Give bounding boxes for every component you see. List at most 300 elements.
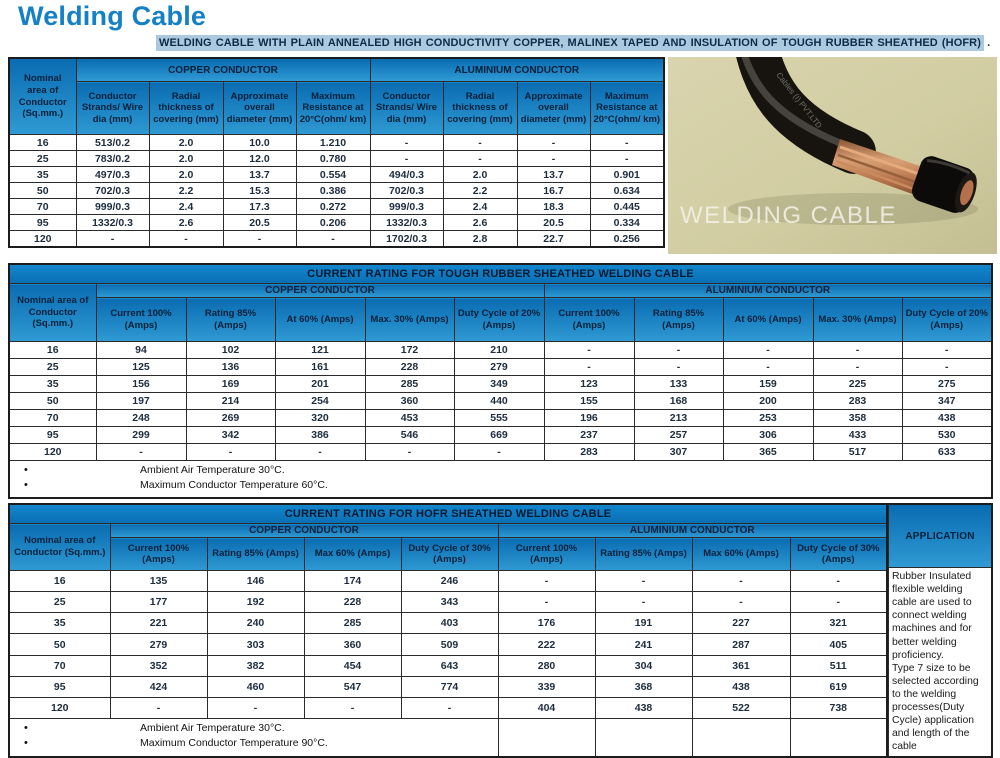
table-cell: 1332/0.3 — [370, 215, 443, 231]
table-cell: - — [296, 231, 370, 248]
col-header-rating85-al: Rating 85% (Amps) — [595, 538, 692, 571]
table-row — [9, 676, 887, 697]
aluminium-conductor-group-header: ALUMINIUM CONDUCTOR — [544, 284, 992, 298]
table-cell: 15.3 — [223, 183, 296, 199]
table-cell: 619 — [790, 676, 887, 697]
table-title-row — [9, 504, 887, 524]
table-cell: 13.7 — [223, 167, 296, 183]
table-cell: - — [207, 697, 304, 718]
col-header-resistance-cu: Maximum Resistance at 20°C(ohm/ km) — [296, 82, 370, 135]
col-header-duty20-al: Duty Cycle of 20% (Amps) — [902, 298, 992, 342]
table-cell: 246 — [401, 571, 498, 592]
table-cell: 287 — [692, 634, 790, 655]
table-cell: - — [595, 571, 692, 592]
table-cell: - — [443, 151, 517, 167]
table-cell: 0.334 — [590, 215, 664, 231]
table-cell: 120 — [9, 697, 110, 718]
table-cell: 2.0 — [149, 167, 223, 183]
table-cell: 94 — [96, 342, 186, 359]
table-cell: - — [223, 231, 296, 248]
table-cell: 146 — [207, 571, 304, 592]
note-item: • Maximum Conductor Temperature 60°C. — [10, 478, 991, 493]
table-cell: 25 — [9, 151, 76, 167]
table-cell: 201 — [275, 376, 365, 393]
col-header-radial-al: Radial thickness of covering (mm) — [443, 82, 517, 135]
table-cell: 438 — [692, 676, 790, 697]
table-cell: 241 — [595, 634, 692, 655]
table-cell: 168 — [634, 393, 723, 410]
table-cell: 509 — [401, 634, 498, 655]
table-cell: 511 — [790, 655, 887, 676]
table-cell: 136 — [186, 359, 275, 376]
group-header-row — [9, 58, 664, 82]
table-cell: 0.634 — [590, 183, 664, 199]
col-header-current100-cu: Current 100% (Amps) — [110, 538, 207, 571]
table-cell: 2.4 — [149, 199, 223, 215]
col-header-rating85-al: Rating 85% (Amps) — [634, 298, 723, 342]
table-cell: - — [401, 697, 498, 718]
table-cell: 95 — [9, 676, 110, 697]
table-cell: 70 — [9, 410, 96, 427]
application-header: APPLICATION — [889, 505, 991, 568]
table-cell: 133 — [634, 376, 723, 393]
cable-print-text: Cables (I) PVT.LTD — [774, 70, 824, 131]
table-cell: - — [275, 444, 365, 461]
column-header-row — [9, 538, 887, 571]
table-cell: 0.386 — [296, 183, 370, 199]
table-cell: 320 — [275, 410, 365, 427]
table-cell: 240 — [207, 613, 304, 634]
table-cell: - — [186, 444, 275, 461]
table-cell: 135 — [110, 571, 207, 592]
table-cell: 0.780 — [296, 151, 370, 167]
table-cell: 35 — [9, 376, 96, 393]
table-cell: - — [813, 342, 902, 359]
table-cell: 285 — [304, 613, 401, 634]
table-cell: - — [813, 359, 902, 376]
table-cell: 306 — [723, 427, 813, 444]
table-cell: 174 — [304, 571, 401, 592]
note-item: • Ambient Air Temperature 30°C. — [10, 463, 991, 478]
table-cell: 702/0.3 — [370, 183, 443, 199]
table-cell: 405 — [790, 634, 887, 655]
table-cell: 16 — [9, 342, 96, 359]
table-cell: - — [517, 135, 590, 151]
table-cell: 159 — [723, 376, 813, 393]
table-cell: 2.0 — [149, 151, 223, 167]
col-header-rating85-cu: Rating 85% (Amps) — [186, 298, 275, 342]
table-cell: 555 — [454, 410, 544, 427]
notes-cell — [9, 461, 992, 499]
notes-list — [10, 721, 498, 751]
copper-conductor-group-header: COPPER CONDUCTOR — [76, 58, 370, 82]
table-cell: 546 — [365, 427, 454, 444]
table-cell: - — [443, 135, 517, 151]
table-row — [9, 592, 887, 613]
table-cell: 352 — [110, 655, 207, 676]
table-row — [9, 427, 992, 444]
table-row — [9, 376, 992, 393]
table-cell: 522 — [692, 697, 790, 718]
table-row — [9, 634, 887, 655]
table-row — [9, 444, 992, 461]
table-cell: 213 — [634, 410, 723, 427]
table-cell: 633 — [902, 444, 992, 461]
table-title-row — [9, 264, 992, 284]
subtitle — [156, 35, 992, 51]
table-cell: - — [790, 571, 887, 592]
table-cell: 1332/0.3 — [76, 215, 149, 231]
trs-table-title: CURRENT RATING FOR TOUGH RUBBER SHEATHED WELDING CABLE — [9, 264, 992, 284]
col-header-current100-al: Current 100% (Amps) — [498, 538, 595, 571]
table-cell: - — [902, 342, 992, 359]
table-cell: - — [498, 571, 595, 592]
spec-table-body — [9, 135, 664, 248]
table-cell: 361 — [692, 655, 790, 676]
table-cell: 0.272 — [296, 199, 370, 215]
table-cell: 299 — [96, 427, 186, 444]
table-cell: 738 — [790, 697, 887, 718]
table-cell: - — [595, 592, 692, 613]
table-cell: 0.256 — [590, 231, 664, 248]
table-row — [9, 697, 887, 718]
table-cell: 50 — [9, 393, 96, 410]
table-cell: 120 — [9, 444, 96, 461]
table-cell: 225 — [813, 376, 902, 393]
table-cell: - — [149, 231, 223, 248]
table-cell: 25 — [9, 359, 96, 376]
table-cell: 156 — [96, 376, 186, 393]
column-header-row — [9, 298, 992, 342]
table-row — [9, 393, 992, 410]
table-cell: 0.206 — [296, 215, 370, 231]
hofr-section — [8, 503, 993, 758]
table-cell: 2.2 — [149, 183, 223, 199]
notes-cell — [9, 719, 498, 757]
table-cell: - — [723, 359, 813, 376]
table-cell: - — [365, 444, 454, 461]
table-cell: 0.554 — [296, 167, 370, 183]
application-paragraph: Rubber Insulated flexible welding cable are used to connect welding machines and for better welding proficiency. — [892, 571, 972, 661]
table-cell: 404 — [498, 697, 595, 718]
table-cell: 95 — [9, 427, 96, 444]
table-cell: 279 — [454, 359, 544, 376]
table-cell: 360 — [365, 393, 454, 410]
table-cell: - — [634, 359, 723, 376]
table-cell: 440 — [454, 393, 544, 410]
table-cell: 192 — [207, 592, 304, 613]
table-cell: 16 — [9, 571, 110, 592]
table-cell: 210 — [454, 342, 544, 359]
col-header-max60-cu: Max 60% (Amps) — [304, 538, 401, 571]
table-cell: 50 — [9, 183, 76, 199]
table-cell: - — [723, 342, 813, 359]
table-cell: 10.0 — [223, 135, 296, 151]
col-header-strands-al: Conductor Strands/ Wire dia (mm) — [370, 82, 443, 135]
table-cell: 513/0.2 — [76, 135, 149, 151]
table-cell: - — [590, 135, 664, 151]
table-row — [9, 231, 664, 248]
nominal-area-header: Nominal area of Conductor (Sq.mm.) — [9, 524, 110, 571]
table-row — [9, 167, 664, 183]
table-cell: 517 — [813, 444, 902, 461]
col-header-current100-al: Current 100% (Amps) — [544, 298, 634, 342]
table-cell: 0.901 — [590, 167, 664, 183]
table-cell: 494/0.3 — [370, 167, 443, 183]
col-header-diameter-cu: Approximate overall diameter (mm) — [223, 82, 296, 135]
table-cell: 424 — [110, 676, 207, 697]
empty-cell — [790, 719, 887, 757]
application-text — [889, 568, 991, 756]
table-cell: 269 — [186, 410, 275, 427]
table-cell: 283 — [544, 444, 634, 461]
table-cell: 368 — [595, 676, 692, 697]
col-header-duty20-cu: Duty Cycle of 20% (Amps) — [454, 298, 544, 342]
table-cell: 2.2 — [443, 183, 517, 199]
table-cell: 172 — [365, 342, 454, 359]
photo-label: WELDING CABLE — [680, 202, 897, 229]
table-cell: 460 — [207, 676, 304, 697]
note-item: • Maximum Conductor Temperature 90°C. — [10, 736, 498, 751]
table-row — [9, 571, 887, 592]
column-header-row — [9, 82, 664, 135]
table-cell: 999/0.3 — [76, 199, 149, 215]
table-cell: 169 — [186, 376, 275, 393]
table-cell: 438 — [595, 697, 692, 718]
table-cell: 125 — [96, 359, 186, 376]
notes-list — [10, 463, 991, 493]
table-cell: 2.6 — [443, 215, 517, 231]
table-cell: 254 — [275, 393, 365, 410]
current-rating-trs-table — [8, 263, 993, 499]
table-cell: 121 — [275, 342, 365, 359]
table-cell: 304 — [595, 655, 692, 676]
current-rating-hofr-table — [8, 503, 888, 758]
table-row — [9, 199, 664, 215]
table-cell: 221 — [110, 613, 207, 634]
table-cell: 403 — [401, 613, 498, 634]
table-cell: 349 — [454, 376, 544, 393]
table-cell: - — [370, 151, 443, 167]
table-cell: 102 — [186, 342, 275, 359]
table-cell: 120 — [9, 231, 76, 248]
table-cell: 280 — [498, 655, 595, 676]
table-cell: 365 — [723, 444, 813, 461]
table-cell: 453 — [365, 410, 454, 427]
table-cell: 70 — [9, 655, 110, 676]
table-row — [9, 342, 992, 359]
table-cell: 669 — [454, 427, 544, 444]
col-header-strands-cu: Conductor Strands/ Wire dia (mm) — [76, 82, 149, 135]
table-cell: 253 — [723, 410, 813, 427]
aluminium-conductor-group-header: ALUMINIUM CONDUCTOR — [498, 524, 887, 538]
table-cell: 12.0 — [223, 151, 296, 167]
table-cell: 339 — [498, 676, 595, 697]
application-paragraph: Type 7 size to be selected according to the welding processes(Duty Cycle) application and length of the cable — [892, 662, 979, 753]
table-cell: 248 — [96, 410, 186, 427]
col-header-duty30-cu: Duty Cycle of 30% (Amps) — [401, 538, 498, 571]
col-header-current100-cu: Current 100% (Amps) — [96, 298, 186, 342]
trs-table-body — [9, 342, 992, 461]
table-cell: 25 — [9, 592, 110, 613]
table-cell: 342 — [186, 427, 275, 444]
empty-cell — [498, 719, 595, 757]
table-cell: - — [517, 151, 590, 167]
table-cell: 386 — [275, 427, 365, 444]
nominal-area-header: Nominal area of Conductor (Sq.mm.) — [9, 284, 96, 342]
table-cell: 279 — [110, 634, 207, 655]
table-cell: 643 — [401, 655, 498, 676]
table-cell: 176 — [498, 613, 595, 634]
table-cell: 18.3 — [517, 199, 590, 215]
table-cell: 497/0.3 — [76, 167, 149, 183]
col-header-duty30-al: Duty Cycle of 30% (Amps) — [790, 538, 887, 571]
table-cell: 22.7 — [517, 231, 590, 248]
table-notes-row — [9, 719, 887, 757]
table-cell: 35 — [9, 613, 110, 634]
table-cell: - — [790, 592, 887, 613]
table-cell: 95 — [9, 215, 76, 231]
copper-conductor-group-header: COPPER CONDUCTOR — [110, 524, 498, 538]
table-cell: 177 — [110, 592, 207, 613]
table-cell: 161 — [275, 359, 365, 376]
application-column — [888, 503, 993, 758]
subtitle-period: . — [987, 37, 991, 49]
table-cell: 17.3 — [223, 199, 296, 215]
table-cell: 2.0 — [149, 135, 223, 151]
table-cell: 454 — [304, 655, 401, 676]
table-cell: 70 — [9, 199, 76, 215]
table-cell: - — [370, 135, 443, 151]
table-cell: 307 — [634, 444, 723, 461]
table-cell: 999/0.3 — [370, 199, 443, 215]
table-cell: - — [304, 697, 401, 718]
table-cell: 35 — [9, 167, 76, 183]
spec-table — [8, 57, 665, 248]
table-cell: 50 — [9, 634, 110, 655]
table-cell: 2.8 — [443, 231, 517, 248]
table-cell: 783/0.2 — [76, 151, 149, 167]
table-row — [9, 613, 887, 634]
table-cell: 702/0.3 — [76, 183, 149, 199]
col-header-rating85-cu: Rating 85% (Amps) — [207, 538, 304, 571]
table-cell: 2.0 — [443, 167, 517, 183]
empty-cell — [692, 719, 790, 757]
table-cell: - — [634, 342, 723, 359]
table-notes-row — [9, 461, 992, 499]
copper-conductor-group-header: COPPER CONDUCTOR — [96, 284, 544, 298]
table-row — [9, 655, 887, 676]
subtitle-text: WELDING CABLE WITH PLAIN ANNEALED HIGH CONDUCTIVITY COPPER, MALINEX TAPED AND INSULATION OF TOUGH RUBBER SHEATHED (HOFR) — [156, 35, 984, 51]
col-header-resistance-al: Maximum Resistance at 20°C(ohm/ km) — [590, 82, 664, 135]
table-row — [9, 215, 664, 231]
welding-cable-photo — [668, 57, 997, 254]
table-cell: 196 — [544, 410, 634, 427]
table-cell: 155 — [544, 393, 634, 410]
table-cell: 20.5 — [223, 215, 296, 231]
col-header-max60-al: Max 60% (Amps) — [692, 538, 790, 571]
col-header-max30-cu: Max. 30% (Amps) — [365, 298, 454, 342]
table-cell: - — [110, 697, 207, 718]
table-cell: 283 — [813, 393, 902, 410]
table-cell: - — [76, 231, 149, 248]
table-cell: 358 — [813, 410, 902, 427]
nominal-area-header: Nominal area of Conductor (Sq.mm.) — [9, 58, 76, 135]
group-header-row — [9, 284, 992, 298]
table-cell: 303 — [207, 634, 304, 655]
table-cell: 382 — [207, 655, 304, 676]
col-header-at60-al: At 60% (Amps) — [723, 298, 813, 342]
table-cell: 1.210 — [296, 135, 370, 151]
table-cell: - — [590, 151, 664, 167]
table-cell: 257 — [634, 427, 723, 444]
table-cell: 227 — [692, 613, 790, 634]
table-cell: 123 — [544, 376, 634, 393]
table-row — [9, 135, 664, 151]
table-cell: 16.7 — [517, 183, 590, 199]
aluminium-conductor-group-header: ALUMINIUM CONDUCTOR — [370, 58, 664, 82]
table-cell: 343 — [401, 592, 498, 613]
table-row — [9, 410, 992, 427]
col-header-max30-al: Max. 30% (Amps) — [813, 298, 902, 342]
table-cell: 347 — [902, 393, 992, 410]
table-cell: - — [96, 444, 186, 461]
col-header-at60-cu: At 60% (Amps) — [275, 298, 365, 342]
table-cell: - — [544, 342, 634, 359]
table-cell: 0.445 — [590, 199, 664, 215]
table-cell: - — [692, 571, 790, 592]
table-cell: 228 — [304, 592, 401, 613]
table-cell: 2.6 — [149, 215, 223, 231]
table-cell: 774 — [401, 676, 498, 697]
group-header-row — [9, 524, 887, 538]
table-cell: 275 — [902, 376, 992, 393]
empty-cell — [595, 719, 692, 757]
table-cell: 237 — [544, 427, 634, 444]
table-cell: 191 — [595, 613, 692, 634]
table-cell: 360 — [304, 634, 401, 655]
table-cell: - — [454, 444, 544, 461]
hofr-table-body — [9, 571, 887, 719]
hofr-table-title: CURRENT RATING FOR HOFR SHEATHED WELDING CABLE — [9, 504, 887, 524]
col-header-diameter-al: Approximate overall diameter (mm) — [517, 82, 590, 135]
table-cell: 214 — [186, 393, 275, 410]
table-cell: - — [902, 359, 992, 376]
table-cell: 2.4 — [443, 199, 517, 215]
table-row — [9, 183, 664, 199]
table-row — [9, 359, 992, 376]
table-cell: 197 — [96, 393, 186, 410]
col-header-radial-cu: Radial thickness of covering (mm) — [149, 82, 223, 135]
table-cell: 321 — [790, 613, 887, 634]
table-cell: 547 — [304, 676, 401, 697]
table-cell: 13.7 — [517, 167, 590, 183]
table-row — [9, 151, 664, 167]
table-cell: 433 — [813, 427, 902, 444]
table-cell: 20.5 — [517, 215, 590, 231]
note-item: • Ambient Air Temperature 30°C. — [10, 721, 498, 736]
page-title: Welding Cable — [18, 1, 207, 31]
table-cell: 438 — [902, 410, 992, 427]
table-cell: - — [498, 592, 595, 613]
table-cell: 285 — [365, 376, 454, 393]
table-cell: - — [692, 592, 790, 613]
table-cell: 222 — [498, 634, 595, 655]
table-cell: 530 — [902, 427, 992, 444]
table-cell: 1702/0.3 — [370, 231, 443, 248]
table-cell: - — [544, 359, 634, 376]
table-cell: 228 — [365, 359, 454, 376]
